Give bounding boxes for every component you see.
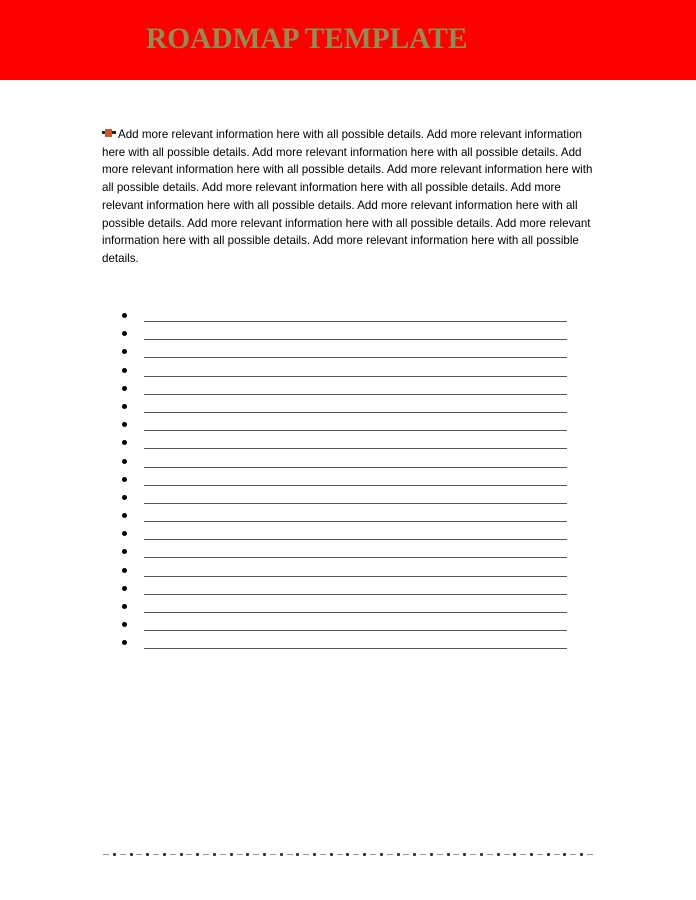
- footer-divider-segment: [163, 853, 166, 856]
- footer-divider-segment: [303, 854, 309, 855]
- footer-divider-segment: [353, 854, 359, 855]
- bullet-dot-icon: [122, 622, 127, 627]
- bullet-dot-icon: [122, 495, 127, 500]
- bullet-dot-icon: [122, 386, 127, 391]
- blank-fill-line[interactable]: [144, 648, 567, 649]
- list-item: [0, 562, 696, 580]
- footer-divider-segment: [153, 854, 159, 855]
- blank-fill-line[interactable]: [144, 557, 567, 558]
- bullet-square-icon: [102, 129, 116, 138]
- blank-fill-line[interactable]: [144, 576, 567, 577]
- footer-divider-segment: [186, 854, 192, 855]
- list-item: [0, 434, 696, 452]
- list-item: [0, 471, 696, 489]
- footer-divider-segment: [280, 853, 283, 856]
- bullet-dot-icon: [122, 368, 127, 373]
- bullet-dot-icon: [122, 349, 127, 354]
- bullet-dot-icon: [122, 331, 127, 336]
- footer-divider-segment: [453, 854, 459, 855]
- footer-divider-segment: [230, 853, 233, 856]
- footer-divider-segment: [587, 854, 593, 855]
- footer-divider-segment: [437, 854, 443, 855]
- footer-divider-segment: [263, 853, 266, 856]
- list-item: [0, 616, 696, 634]
- footer-divider-segment: [330, 853, 333, 856]
- blank-fill-line[interactable]: [144, 394, 567, 395]
- blank-fill-line[interactable]: [144, 594, 567, 595]
- bullet-dot-icon: [122, 459, 127, 464]
- footer-divider-segment: [287, 854, 293, 855]
- footer-divider-segment: [520, 854, 526, 855]
- footer-divider-segment: [237, 854, 243, 855]
- footer-divider-segment: [320, 854, 326, 855]
- footer-divider-segment: [136, 854, 142, 855]
- bullet-dot-icon: [122, 477, 127, 482]
- bullet-dot-icon: [122, 404, 127, 409]
- blank-fill-line[interactable]: [144, 430, 567, 431]
- list-item: [0, 307, 696, 325]
- list-item: [0, 634, 696, 652]
- bullet-dot-icon: [122, 531, 127, 536]
- blank-fill-line[interactable]: [144, 485, 567, 486]
- footer-divider-segment: [363, 853, 366, 856]
- footer-divider-segment: [313, 853, 316, 856]
- header-banner: [0, 0, 696, 80]
- footer-divider-segment: [430, 853, 433, 856]
- list-item: [0, 598, 696, 616]
- footer-divider-segment: [487, 854, 493, 855]
- bullet-dot-icon: [122, 422, 127, 427]
- list-item: [0, 343, 696, 361]
- footer-divider-segment: [447, 853, 450, 856]
- list-item: [0, 489, 696, 507]
- footer-divider-segment: [130, 853, 133, 856]
- footer-divider-segment: [513, 853, 516, 856]
- footer-divider-segment: [580, 853, 583, 856]
- footer-divider-segment: [463, 853, 466, 856]
- footer-divider-segment: [180, 853, 183, 856]
- footer-divider: [103, 853, 593, 855]
- footer-divider-segment: [420, 854, 426, 855]
- footer-divider-segment: [413, 853, 416, 856]
- footer-divider-segment: [103, 854, 109, 855]
- bullet-dot-icon: [122, 549, 127, 554]
- list-item: [0, 380, 696, 398]
- blank-fill-line[interactable]: [144, 521, 567, 522]
- footer-divider-segment: [337, 854, 343, 855]
- list-item: [0, 416, 696, 434]
- list-item: [0, 362, 696, 380]
- bullet-dot-icon: [122, 513, 127, 518]
- intro-text: Add more relevant information here with all possible details. Add more relevant information here with all possible details. Add more relevant information here with all possible details. Add more relevant information here with all possible details. Add more relevant information here with all possible details. Add more relevant information here with all possible details. Add more relevant information here with all possible details. Add more relevant information here with all possible details. Add more relevant information here with all possible details. Add more relevant information here with all possible details. Add more relevant information here with all possible details.: [102, 128, 593, 265]
- footer-divider-segment: [196, 853, 199, 856]
- list-item: [0, 543, 696, 561]
- footer-divider-segment: [537, 854, 543, 855]
- list-item: [0, 525, 696, 543]
- list-item: [0, 580, 696, 598]
- footer-divider-segment: [504, 854, 510, 855]
- blank-fill-line[interactable]: [144, 448, 567, 449]
- blank-fill-line[interactable]: [144, 412, 567, 413]
- footer-divider-segment: [246, 853, 249, 856]
- footer-divider-segment: [113, 853, 116, 856]
- list-item: [0, 325, 696, 343]
- footer-divider-segment: [530, 853, 533, 856]
- page-title: ROADMAP TEMPLATE: [146, 22, 468, 55]
- footer-divider-segment: [253, 854, 259, 855]
- footer-divider-segment: [397, 853, 400, 856]
- footer-divider-segment: [170, 854, 176, 855]
- footer-divider-segment: [387, 854, 393, 855]
- blank-fill-line[interactable]: [144, 467, 567, 468]
- footer-divider-segment: [480, 853, 483, 856]
- footer-divider-segment: [120, 854, 126, 855]
- footer-divider-segment: [370, 854, 376, 855]
- bullet-dot-icon: [122, 586, 127, 591]
- list-item: [0, 398, 696, 416]
- blank-fill-line[interactable]: [144, 503, 567, 504]
- blank-fill-line[interactable]: [144, 376, 567, 377]
- blank-fill-line[interactable]: [144, 321, 567, 322]
- blank-line-list: [0, 307, 696, 653]
- blank-fill-line[interactable]: [144, 357, 567, 358]
- bullet-dot-icon: [122, 568, 127, 573]
- blank-fill-line[interactable]: [144, 339, 567, 340]
- bullet-dot-icon: [122, 604, 127, 609]
- footer-divider-segment: [554, 854, 560, 855]
- bullet-dot-icon: [122, 640, 127, 645]
- blank-fill-line[interactable]: [144, 630, 567, 631]
- footer-divider-segment: [497, 853, 500, 856]
- blank-fill-line[interactable]: [144, 539, 567, 540]
- bullet-dot-icon: [122, 313, 127, 318]
- footer-divider-segment: [213, 853, 216, 856]
- list-item: [0, 453, 696, 471]
- footer-divider-segment: [296, 853, 299, 856]
- footer-divider-segment: [203, 854, 209, 855]
- intro-paragraph: [102, 126, 598, 268]
- bullet-dot-icon: [122, 440, 127, 445]
- footer-divider-segment: [470, 854, 476, 855]
- blank-fill-line[interactable]: [144, 612, 567, 613]
- footer-divider-segment: [403, 854, 409, 855]
- footer-divider-segment: [563, 853, 566, 856]
- footer-divider-segment: [346, 853, 349, 856]
- footer-divider-segment: [380, 853, 383, 856]
- footer-divider-segment: [146, 853, 149, 856]
- footer-divider-segment: [547, 853, 550, 856]
- footer-divider-segment: [220, 854, 226, 855]
- footer-divider-segment: [570, 854, 576, 855]
- list-item: [0, 507, 696, 525]
- footer-divider-segment: [270, 854, 276, 855]
